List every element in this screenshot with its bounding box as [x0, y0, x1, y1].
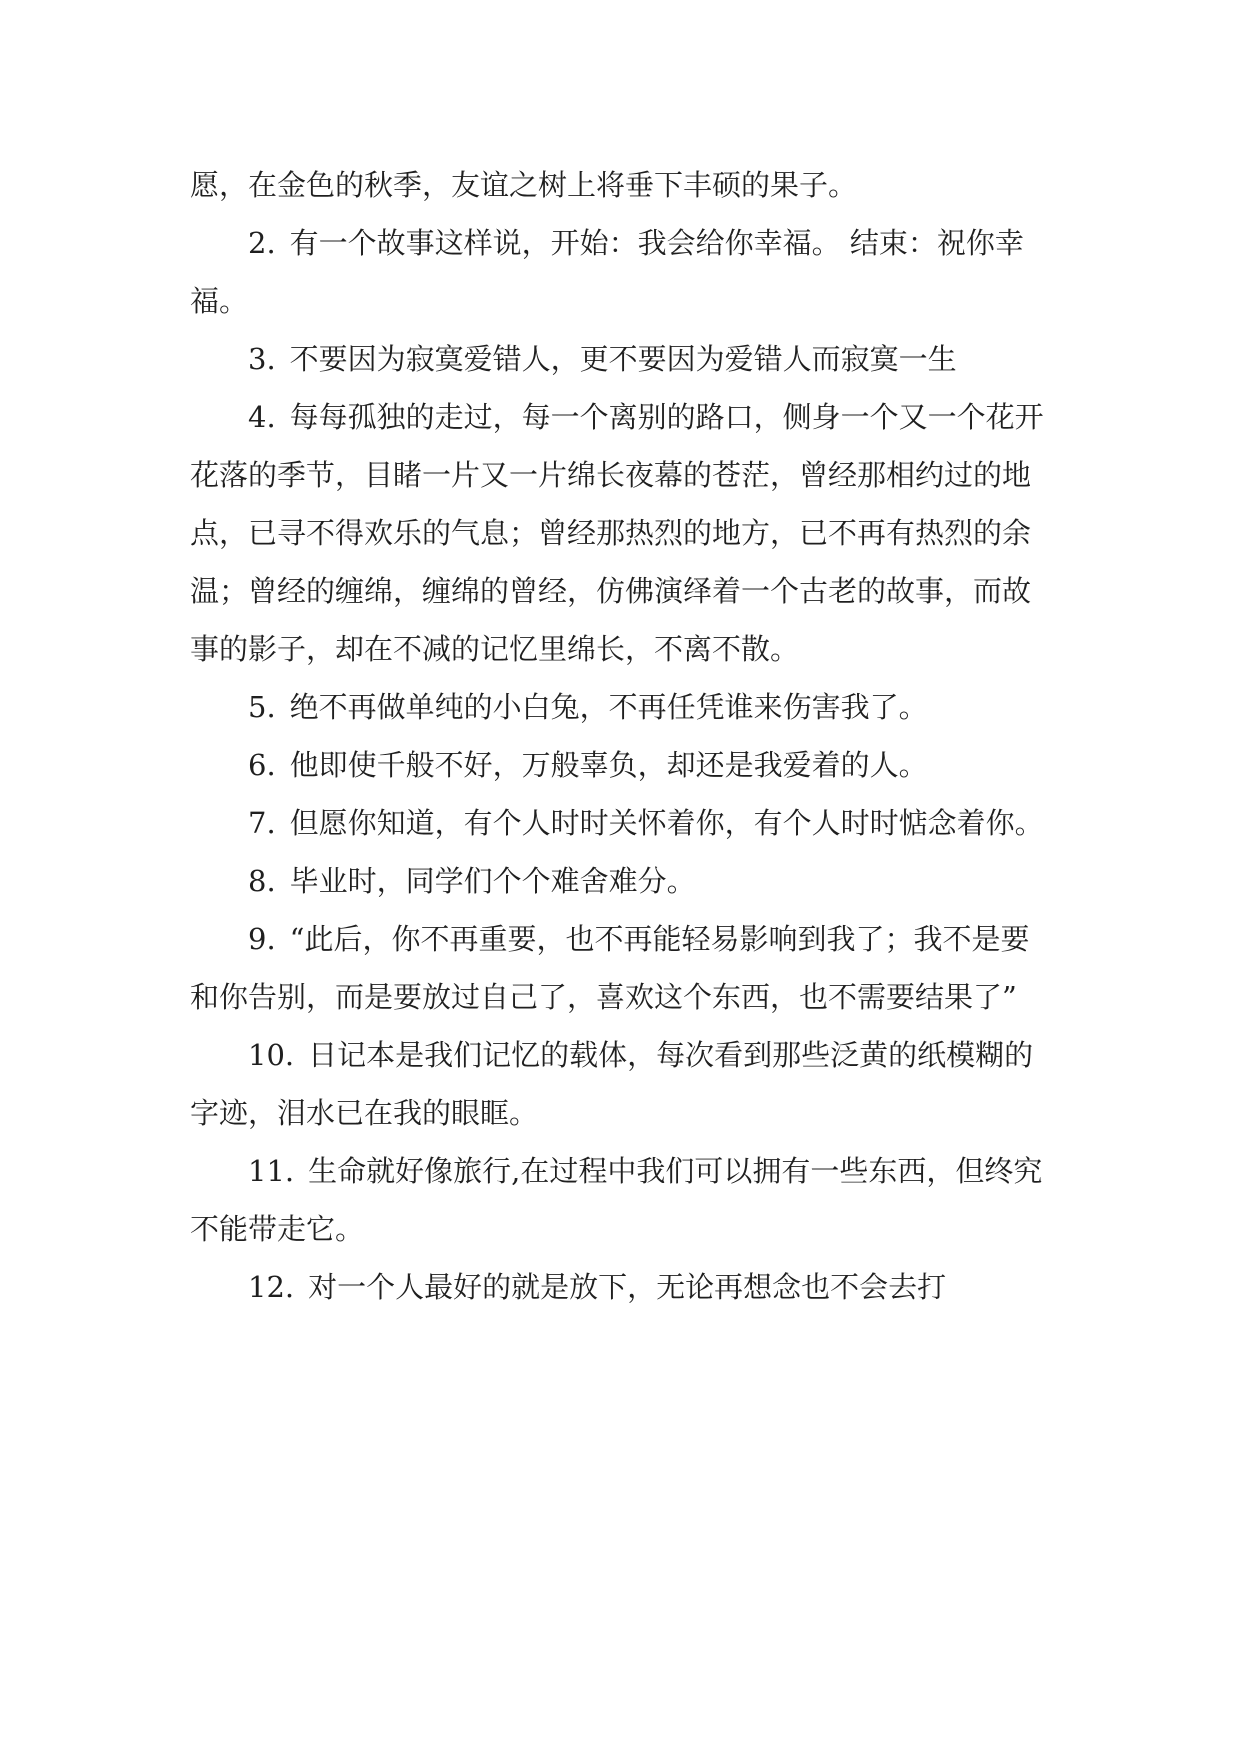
list-item-number: 2.: [248, 226, 276, 260]
list-item-text: “此后，你不再重要，也不再能轻易影响到我了；我不是要和你告别，而是要放过自己了，喜欢这个东西，也不需要结果了”: [190, 922, 1030, 1014]
list-item: [190, 1142, 1050, 1258]
list-item-number: 7.: [248, 806, 276, 840]
list-item-number: 10.: [248, 1038, 295, 1072]
list-item-text: 但愿你知道，有个人时时关怀着你，有个人时时惦念着你。: [289, 806, 1044, 840]
list-item: [190, 1258, 1050, 1316]
list-item-text: 对一个人最好的就是放下，无论再想念也不会去打: [308, 1270, 947, 1304]
list-item: [190, 678, 1050, 736]
list-item: [190, 852, 1050, 910]
list-item-number: 3.: [248, 342, 276, 376]
list-item: [190, 1026, 1050, 1142]
list-item-text: 不要因为寂寞爱错人，更不要因为爱错人而寂寞一生: [289, 342, 957, 376]
list-item-number: 11.: [248, 1154, 295, 1188]
document-body: [190, 156, 1050, 1316]
list-item-text: 绝不再做单纯的小白兔，不再任凭谁来伤害我了。: [289, 690, 928, 724]
list-item: [190, 910, 1050, 1026]
list-item: [190, 330, 1050, 388]
list-item: [190, 214, 1050, 330]
list-item-text: 有一个故事这样说，开始：我会给你幸福。 结束：祝你幸福。: [190, 226, 1024, 318]
paragraph-continuation: [190, 156, 1050, 214]
list-item: [190, 794, 1050, 852]
list-item-number: 6.: [248, 748, 276, 782]
list-item-number: 4.: [248, 400, 276, 434]
list-item-text: 他即使千般不好，万般辜负，却还是我爱着的人。: [289, 748, 928, 782]
list-item-text: 日记本是我们记忆的载体，每次看到那些泛黄的纸模糊的字迹，泪水已在我的眼眶。: [190, 1038, 1034, 1130]
list-item-text: 生命就好像旅行,在过程中我们可以拥有一些东西，但终究不能带走它。: [190, 1154, 1043, 1246]
list-item-number: 8.: [248, 864, 276, 898]
list-item-number: 5.: [248, 690, 276, 724]
list-item: [190, 736, 1050, 794]
list-item-text: 每每孤独的走过，每一个离别的路口，侧身一个又一个花开花落的季节，目睹一片又一片绵长夜幕的苍茫，曾经那相约过的地点，已寻不得欢乐的气息；曾经那热烈的地方，已不再有热烈的余温；曾经的缠绵，缠绵的曾经，仿佛演绎着一个古老的故事，而故事的影子，却在不减的记忆里绵长，不离不散。: [190, 400, 1044, 666]
list-item: [190, 388, 1050, 678]
list-item-text: 毕业时，同学们个个难舍难分。: [289, 864, 696, 898]
list-item-number: 9.: [248, 922, 276, 956]
paragraph-text: 愿，在金色的秋季，友谊之树上将垂下丰硕的果子。: [190, 168, 858, 202]
list-item-number: 12.: [248, 1270, 295, 1304]
